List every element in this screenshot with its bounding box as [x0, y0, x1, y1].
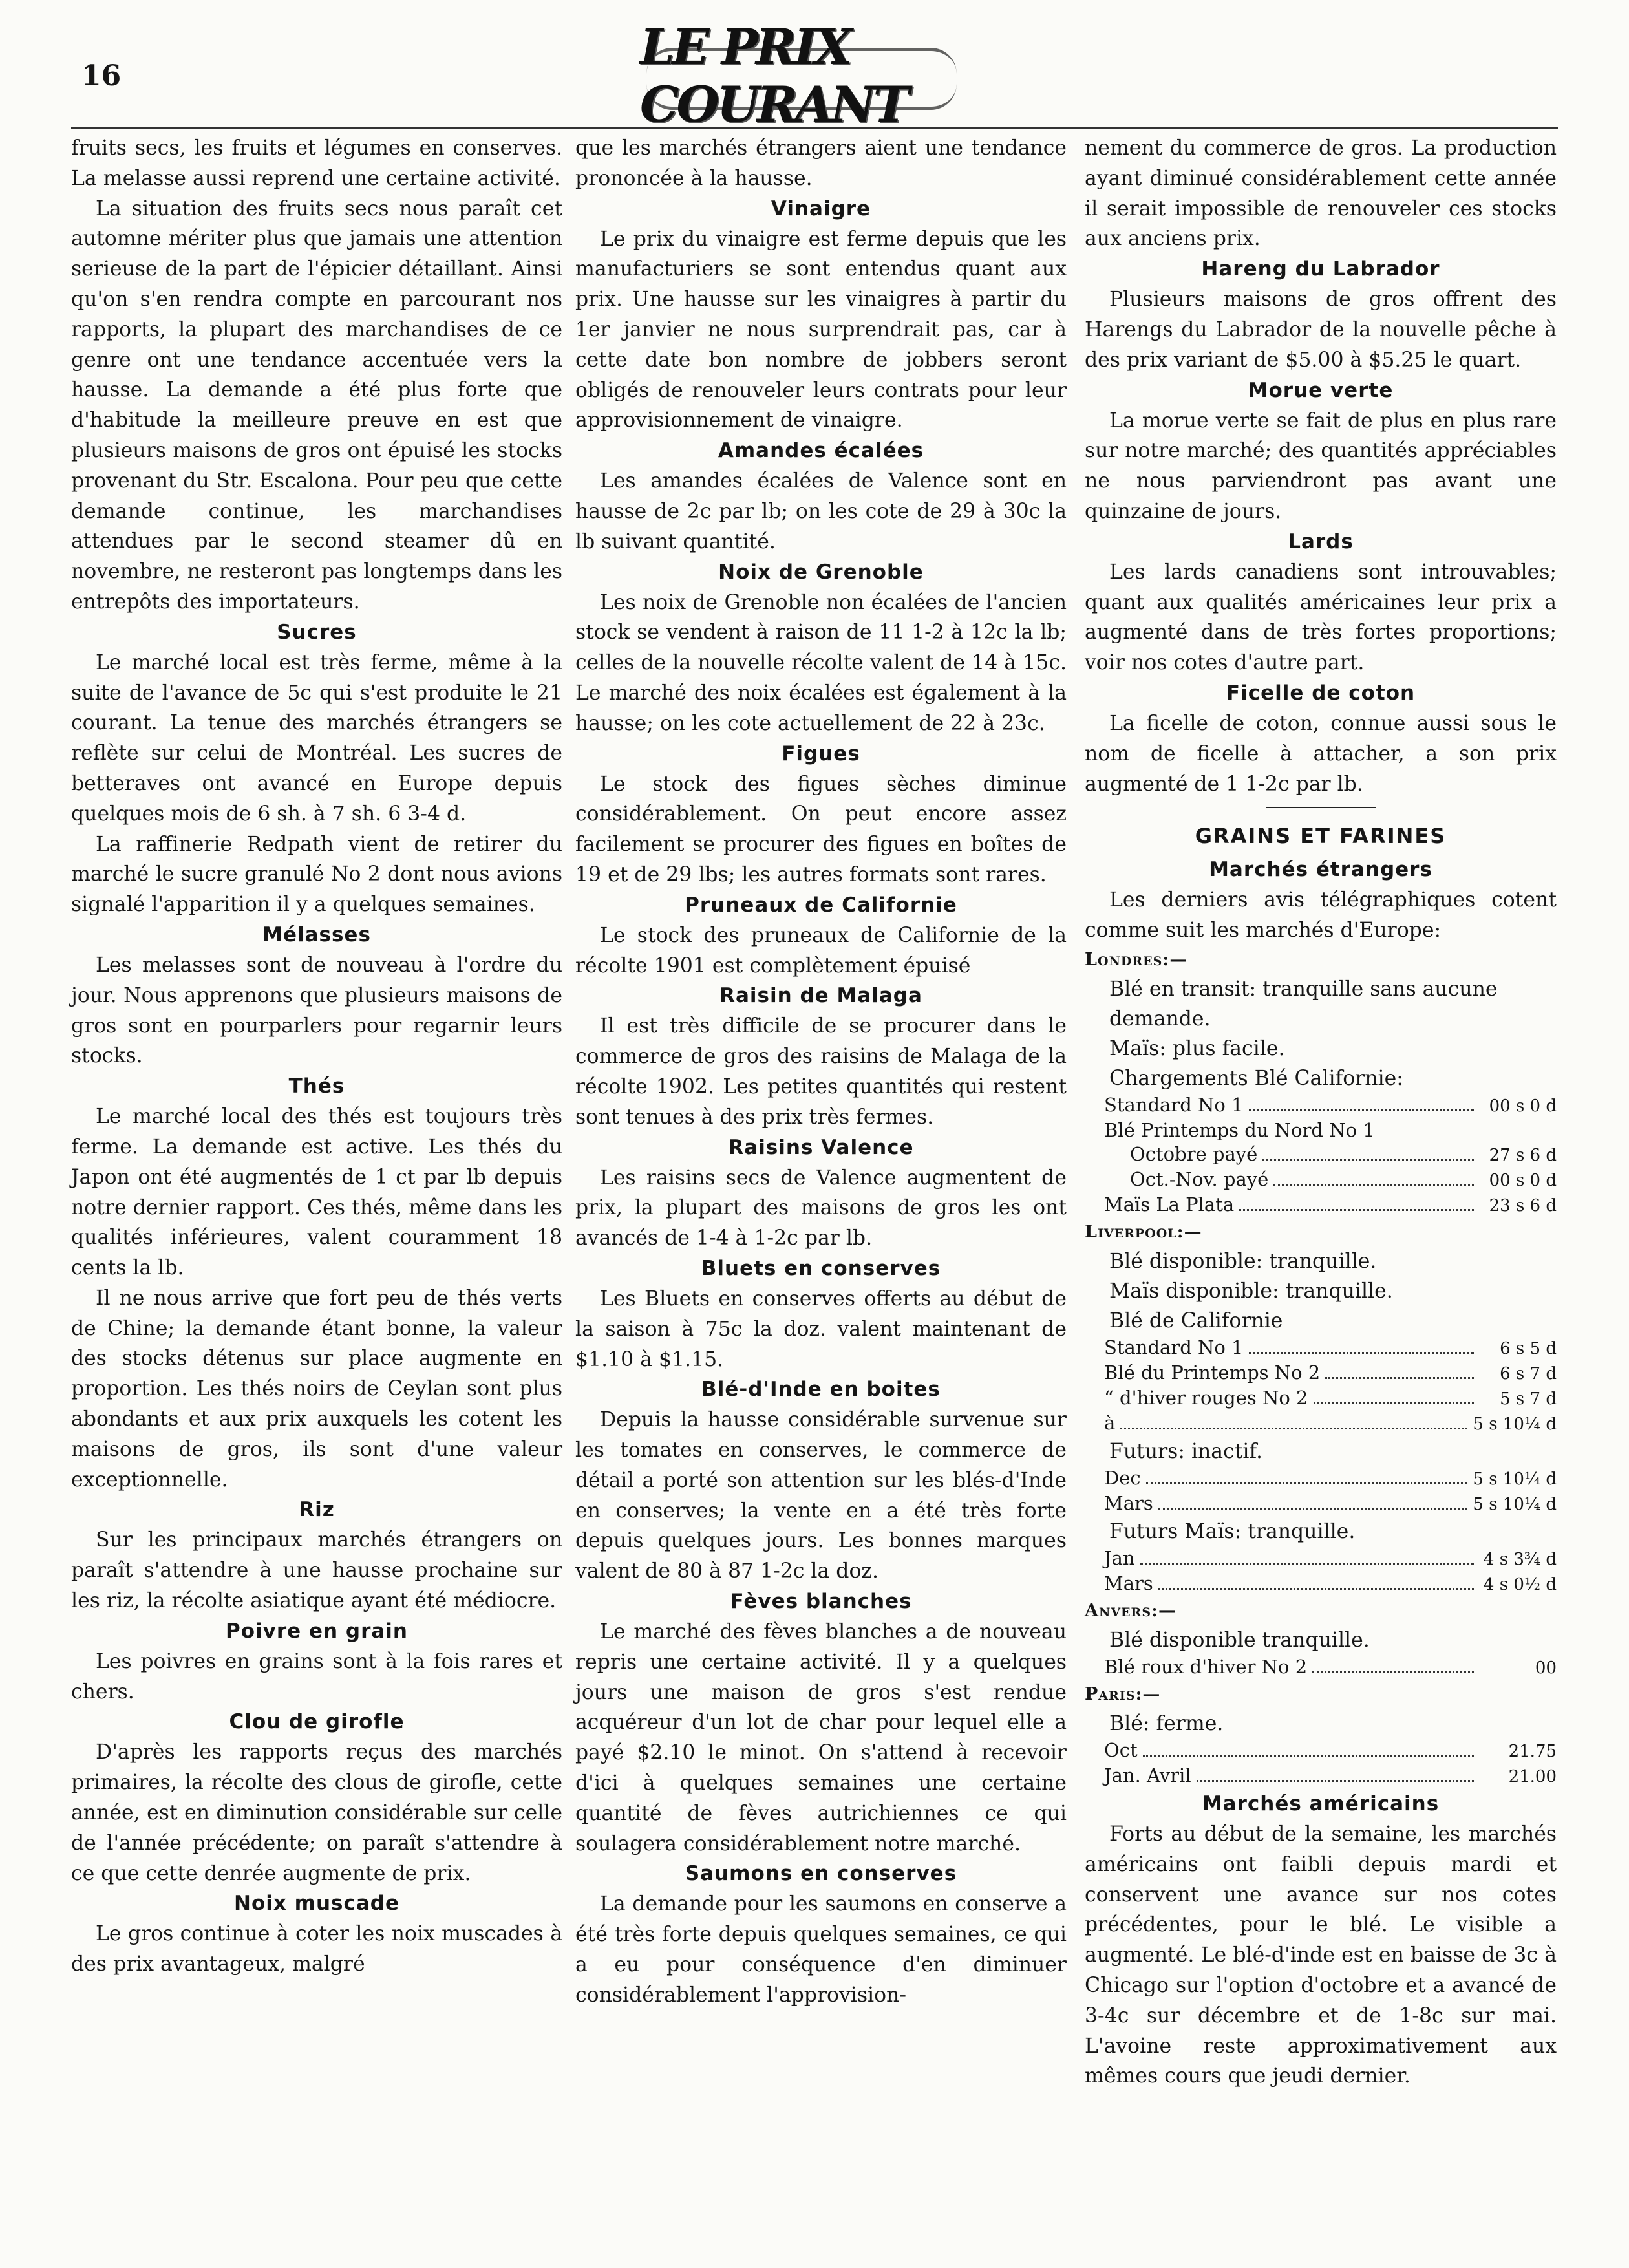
article-heading: Noix de Grenoble: [718, 560, 924, 584]
article-paragraph: Il est très difficile de se procurer dans le commerce de gros des raisins de Malaga de la récolte 1902. Les petites quantités qui restent sont tenues à des prix très fermes.: [575, 1014, 1067, 1129]
article-paragraph: La raffinerie Redpath vient de retirer du marché le sucre granulé No 2 dont nous avions signalé l'apparition il y a quelques semaines.: [71, 832, 562, 917]
dot-leader: [1197, 1780, 1474, 1782]
article-heading: Saumons en conserves: [685, 1862, 957, 1886]
price-value: 6 s 7 d: [1500, 1364, 1557, 1384]
article-paragraph: D'après les rapports reçus des marchés primaires, la récolte des clous de girofle, cette année, est en diminution considérable sur celle de l'année précédente; on paraît s'attendre à ce que cette denrée augmente de prix.: [71, 1740, 562, 1885]
price-label: Standard No 1: [1104, 1336, 1244, 1358]
price-value: 5 s 10¼ d: [1473, 1469, 1557, 1489]
article-heading: Bluets en conserves: [701, 1256, 941, 1280]
article-paragraph: Le stock des figues sèches diminue considérablement. On peut encore assez facilement se procurer des figues en boîtes de 19 et de 29 lbs; les autres formats sont rares.: [575, 772, 1067, 886]
liverpool-futures-list: [1085, 1466, 1557, 1517]
article-paragraph: La morue verte se fait de plus en plus rare sur notre marché; des quantités appréciables ne nous parviendront pas avant une quinzaine de jours.: [1085, 409, 1557, 523]
city-antwerp: Anvers:—: [1085, 1600, 1177, 1621]
column-right-articles: [1085, 133, 1557, 799]
header-rule: [71, 127, 1558, 129]
paris-price-list: [1085, 1738, 1557, 1789]
article-paragraph: Les amandes écalées de Valence sont en hausse de 2c par lb; on les cote de 29 à 30c la lb suivant quantité.: [575, 469, 1067, 553]
price-row: [1085, 1118, 1557, 1142]
article-paragraph: Le gros continue à coter les noix muscades à des prix avantageux, malgré: [71, 1922, 562, 1976]
price-row: [1085, 1572, 1557, 1597]
article-heading: Raisins Valence: [728, 1135, 914, 1159]
article-paragraph: que les marchés étrangers aient une tendance prononcée à la hausse.: [575, 136, 1067, 190]
price-label: Standard No 1: [1104, 1093, 1244, 1116]
article-heading: Hareng du Labrador: [1201, 257, 1440, 281]
article-paragraph: Sur les principaux marchés étrangers on paraît s'attendre à une hausse prochaine sur les riz, la récolte asiatique ayant été médiocre.: [71, 1528, 562, 1613]
price-row: [1085, 1193, 1557, 1218]
dot-leader: [1273, 1184, 1474, 1186]
article-heading: Lards: [1288, 530, 1354, 553]
article-heading: Raisin de Malaga: [719, 984, 922, 1008]
dot-leader: [1314, 1402, 1475, 1404]
price-row: [1085, 1764, 1557, 1789]
paris-line-1: Blé: ferme.: [1109, 1711, 1224, 1735]
price-row: [1085, 1738, 1557, 1764]
liverpool-line-2: Maïs disponible: tranquille.: [1109, 1279, 1393, 1303]
article-heading: Fèves blanches: [730, 1590, 912, 1614]
column-right: [1085, 133, 1557, 2091]
dot-leader: [1312, 1671, 1474, 1673]
price-label: “ d'hiver rouges No 2: [1104, 1386, 1308, 1409]
article-heading: Clou de girofle: [229, 1710, 405, 1734]
price-row: [1085, 1142, 1557, 1168]
dot-leader: [1262, 1159, 1474, 1161]
article-paragraph: Le marché local des thés est toujours très ferme. La demande est active. Les thés du Japon ont été augmentés de 1 ct par lb depuis notre dernier rapport. Ces thés, même dans les qualités inférieures, valent couramment 18 cents la lb.: [71, 1105, 562, 1280]
london-price-list: [1085, 1093, 1557, 1218]
article-heading: Morue verte: [1248, 378, 1394, 402]
price-row: [1085, 1361, 1557, 1386]
dot-leader: [1249, 1109, 1475, 1111]
price-value: 6 s 5 d: [1500, 1338, 1557, 1358]
price-row: [1085, 1492, 1557, 1517]
article-paragraph: Les poivres en grains sont à la fois rares et chers.: [71, 1649, 562, 1704]
price-value: 27 s 6 d: [1489, 1145, 1557, 1165]
article-heading: Noix muscade: [234, 1892, 399, 1916]
article-heading: Thés: [288, 1075, 345, 1098]
price-value: 5 s 10¼ d: [1473, 1494, 1557, 1514]
article-heading: Ficelle de coton: [1226, 681, 1416, 705]
article-paragraph: Les noix de Grenoble non écalées de l'ancien stock se vendent à raison de 11 1-2 à 12c la lb; celles de la nouvelle récolte valent de 14 à 15c. Le marché des noix écalées est également à la hausse; on les cote actuellement de 22 à 23c.: [575, 590, 1067, 735]
article-paragraph: fruits secs, les fruits et légumes en conserves. La melasse aussi reprend une certaine activité.: [71, 136, 562, 190]
article-heading: Blé-d'Inde en boites: [701, 1378, 941, 1402]
dot-leader: [1158, 1508, 1468, 1510]
article-paragraph: Plusieurs maisons de gros offrent des Harengs du Labrador de la nouvelle pêche à des prix variant de $5.00 à $5.25 le quart.: [1085, 288, 1557, 372]
article-paragraph: nement du commerce de gros. La production ayant diminué considérablement cette année il serait impossible de renouveler ces stocks aux anciens prix.: [1085, 136, 1557, 251]
price-label: Jan: [1104, 1546, 1135, 1569]
liverpool-price-list: [1085, 1336, 1557, 1437]
article-paragraph: Les melasses sont de nouveau à l'ordre du jour. Nous apprenons que plusieurs maisons de gros sont en pourparlers pour regarnir leurs stocks.: [71, 953, 562, 1068]
article-paragraph: Les Bluets en conserves offerts au début de la saison à 75c la doz. valent maintenant de $1.10 à $1.15.: [575, 1287, 1067, 1371]
masthead-title: LE PRIX COURANT: [640, 18, 908, 133]
dot-leader: [1239, 1209, 1474, 1211]
price-label: Oct: [1104, 1738, 1138, 1761]
page-number: 16: [81, 59, 122, 92]
price-value: 00 s 0 d: [1489, 1096, 1557, 1116]
dot-leader: [1143, 1755, 1474, 1757]
london-line-2: Maïs: plus facile.: [1109, 1036, 1285, 1060]
price-value: 21.75: [1508, 1741, 1557, 1761]
city-london: Londres:—: [1085, 949, 1188, 970]
article-heading: Riz: [299, 1498, 335, 1522]
article-heading: Amandes écalées: [718, 439, 924, 463]
section-heading-grains: GRAINS ET FARINES: [1195, 824, 1447, 849]
price-label: Blé du Printemps No 2: [1104, 1361, 1321, 1384]
article-paragraph: Le stock des pruneaux de Californie de la récolte 1901 est complètement épuisé: [575, 923, 1067, 978]
antwerp-line-1: Blé disponible tranquille.: [1109, 1628, 1370, 1652]
liverpool-corn-futures: Futurs Maïs: tranquille.: [1109, 1519, 1356, 1543]
article-paragraph: La ficelle de coton, connue aussi sous le nom de ficelle à attacher, a son prix augmenté de 1 1-2c par lb.: [1085, 711, 1557, 796]
price-value: 5 s 10¼ d: [1473, 1414, 1557, 1434]
price-label: Blé roux d'hiver No 2: [1104, 1655, 1308, 1678]
article-paragraph: Le prix du vinaigre est ferme depuis que les manufacturiers se sont entendus quant aux prix. Une hausse sur les vinaigres à partir du 1er janvier ne nous surprendrait pas, car à cette date bon nombre de jobbers seront obligés de renouveler leurs contrats pour leur approvisionnement de vinaigre.: [575, 227, 1067, 433]
price-value: 4 s 3¾ d: [1483, 1549, 1557, 1569]
dot-leader: [1120, 1428, 1467, 1429]
price-value: 00: [1535, 1658, 1557, 1678]
article-paragraph: La situation des fruits secs nous paraît cet automne mériter plus que jamais une attention serieuse de la part de l'épicier détaillant. Ainsi qu'on s'en rendra compte en parcourant nos rapports, la plupart des marchandises de ce genre ont une tendance accentuée vers la hausse. La demande a été plus forte que d'habitude la meilleure preuve en est que plusieurs maisons de gros ont épuisé les stocks provenant du Str. Escalona. Pour peu que cette demande continue, les marchandises attendues par le second steamer dû en novembre, ne resteront pas longtemps dans les entrepôts des importateurs.: [71, 197, 562, 614]
dot-leader: [1146, 1482, 1468, 1484]
price-value: 5 s 7 d: [1500, 1389, 1557, 1409]
price-value: 4 s 0½ d: [1483, 1574, 1557, 1594]
article-paragraph: Il ne nous arrive que fort peu de thés verts de Chine; la demande étant bonne, la valeur des stocks détenus sur place augmente en proportion. Les thés noirs de Ceylan sont plus abondants et aux prix auxquels les cotent les maisons de gros, ils sont d'une valeur exceptionnelle.: [71, 1286, 562, 1492]
liverpool-line-3: Blé de Californie: [1109, 1309, 1283, 1332]
price-row: [1085, 1466, 1557, 1492]
grains-intro: Les derniers avis télégraphiques cotent comme suit les marchés d'Europe:: [1085, 888, 1557, 943]
price-row: [1085, 1093, 1557, 1118]
price-label: Jan. Avril: [1104, 1764, 1191, 1786]
article-paragraph: Le marché local est très ferme, même à la suite de l'avance de 5c qui s'est produite le 21 courant. La tenue des marchés étrangers se reflète sur celui de Montréal. Les sucres de betteraves ont avancé en Europe depuis quelques mois de 6 sh. à 7 sh. 6 3-4 d.: [71, 650, 562, 826]
price-label: Maïs La Plata: [1104, 1193, 1235, 1215]
article-paragraph: Le marché des fèves blanches a de nouveau repris une certaine activité. Il y a quelques jours une maison de gros s'est rendue acquéreur d'un lot de char pour lequel elle a payé $2.10 le minot. On s'attend à recevoir d'ici à quelques semaines une certaine quantité de fèves autrichiennes ce qui soulagera considérablement notre marché.: [575, 1620, 1067, 1856]
heading-foreign-markets: Marchés étrangers: [1209, 858, 1432, 882]
price-label: à: [1104, 1411, 1116, 1434]
price-label: Mars: [1104, 1492, 1153, 1514]
price-label: Octobre payé: [1130, 1142, 1258, 1165]
dot-leader: [1158, 1588, 1474, 1590]
column-middle: [575, 133, 1067, 2011]
article-paragraph: Depuis la hausse considérable survenue sur les tomates en conserves, le commerce de détail a porté son attention sur les blés-d'Inde en conserves; la vente en a été très forte depuis quelques jours. Les bonnes marques valent de 80 à 87 1-2c la doz.: [575, 1408, 1067, 1583]
price-label: Mars: [1104, 1572, 1153, 1594]
article-paragraph: Les lards canadiens sont introuvables; quant aux qualités américaines leur prix a augmenté dans de très fortes proportions; voir nos cotes d'autre part.: [1085, 560, 1557, 675]
city-liverpool: Liverpool:—: [1085, 1221, 1202, 1242]
price-row: [1085, 1655, 1557, 1680]
article-heading: Mélasses: [262, 923, 371, 947]
dot-leader: [1249, 1352, 1475, 1354]
column-left: [71, 133, 562, 1980]
heading-american-markets: Marchés américains: [1202, 1792, 1440, 1815]
price-row: [1085, 1411, 1557, 1437]
liverpool-corn-list: [1085, 1546, 1557, 1597]
price-label: Dec: [1104, 1466, 1141, 1489]
price-label: Oct.-Nov. payé: [1130, 1168, 1269, 1190]
american-markets-text: Forts au début de la semaine, les marchés américains ont faibli depuis mardi et conservent une avance sur nos cotes précédentes, pour le blé. Le visible a augmenté. Le blé-d'inde est en baisse de 3c à Chicago sur l'option d'octobre et a avancé de 3-4c sur décembre et de 1-8c sur mai. L'avoine reste approximativement aux mêmes cours que jeudi dernier.: [1085, 1822, 1557, 2088]
dot-leader: [1325, 1377, 1474, 1379]
liverpool-line-1: Blé disponible: tranquille.: [1109, 1249, 1377, 1273]
city-paris: Paris:—: [1085, 1684, 1161, 1704]
antwerp-price-list: [1085, 1655, 1557, 1680]
price-row: [1085, 1168, 1557, 1193]
price-label: Blé Printemps du Nord No 1: [1104, 1118, 1375, 1141]
article-heading: Pruneaux de Californie: [685, 893, 957, 917]
price-row: [1085, 1336, 1557, 1361]
article-heading: Sucres: [277, 620, 357, 644]
price-value: 23 s 6 d: [1489, 1195, 1557, 1215]
liverpool-futures: Futurs: inactif.: [1109, 1439, 1263, 1463]
article-paragraph: Les raisins secs de Valence augmentent de prix, la plupart des maisons de gros les ont avancés de 1-4 à 1-2c par lb.: [575, 1166, 1067, 1250]
london-line-1: Blé en transit: tranquille sans aucune demande.: [1109, 977, 1498, 1031]
article-heading: Vinaigre: [771, 197, 871, 220]
london-line-3: Chargements Blé Californie:: [1109, 1066, 1403, 1090]
article-paragraph: La demande pour les saumons en conserve a été très forte depuis quelques semaines, ce qui a eu pour conséquence d'en diminuer considérablement l'approvision-: [575, 1892, 1067, 2007]
price-row: [1085, 1386, 1557, 1411]
article-heading: Figues: [782, 742, 860, 765]
article-heading: Poivre en grain: [226, 1619, 408, 1643]
price-row: [1085, 1546, 1557, 1572]
section-divider: [1266, 807, 1376, 808]
price-value: 00 s 0 d: [1489, 1170, 1557, 1190]
dot-leader: [1140, 1563, 1474, 1565]
price-value: 21.00: [1508, 1766, 1557, 1786]
